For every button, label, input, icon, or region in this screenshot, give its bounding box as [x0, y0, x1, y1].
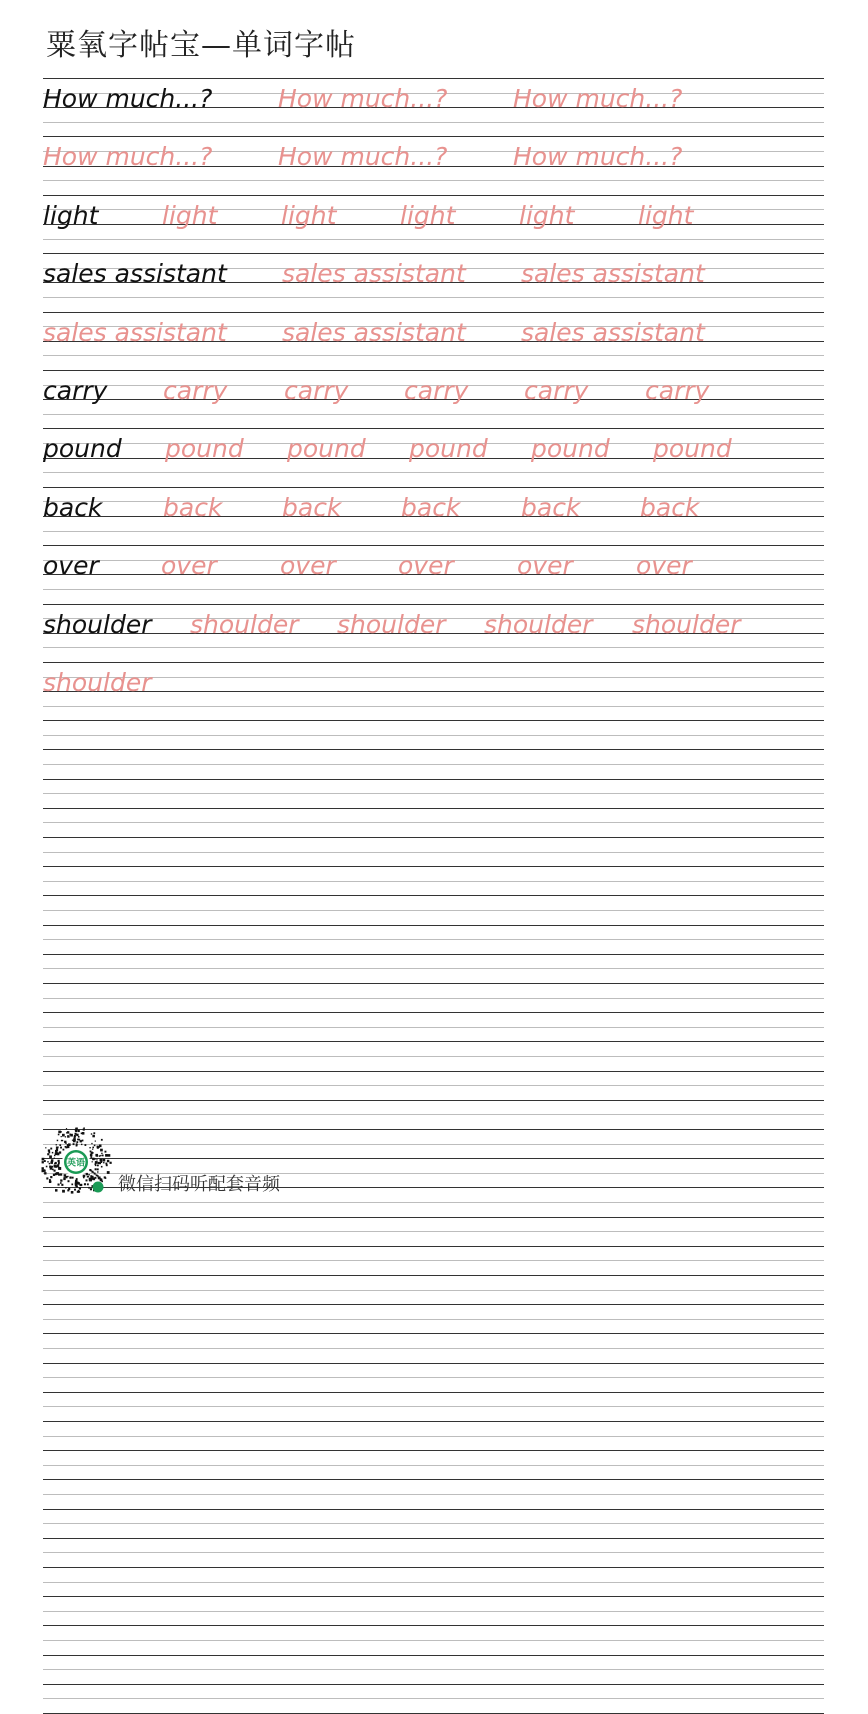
writing-row: [43, 954, 824, 1012]
writing-row: [43, 428, 824, 486]
ruled-line: [43, 793, 824, 794]
ruled-line: [43, 1392, 824, 1393]
ruled-line: [43, 735, 824, 736]
ruled-line: [43, 968, 824, 969]
ruled-line: [43, 1085, 824, 1086]
ruled-line: [43, 1260, 824, 1261]
trace-word: over: [398, 551, 454, 581]
ruled-line: [43, 428, 824, 429]
ruled-line: [43, 1494, 824, 1495]
ruled-line: [43, 545, 824, 546]
writing-row: [43, 1655, 824, 1713]
footer: [40, 1124, 340, 1204]
ruled-line: [43, 706, 824, 707]
writing-row: [43, 604, 824, 662]
trace-word: How much...?: [278, 142, 448, 172]
ruled-line: [43, 939, 824, 940]
trace-word: carry: [524, 375, 589, 405]
writing-row: [43, 136, 824, 194]
trace-word: sales assistant: [521, 259, 705, 289]
trace-word: back: [521, 492, 581, 522]
writing-row: [43, 720, 824, 778]
writing-row: [43, 1304, 824, 1362]
writing-row: [43, 1071, 824, 1129]
ruled-line: [43, 1538, 824, 1539]
ruled-line: [43, 983, 824, 984]
ruled-line: [43, 998, 824, 999]
trace-word: sales assistant: [43, 317, 227, 347]
writing-row: [43, 1246, 824, 1304]
trace-word: pound: [165, 434, 244, 464]
ruled-line: [43, 1012, 824, 1013]
model-word: carry: [43, 375, 108, 405]
writing-row: [43, 253, 824, 311]
ruled-line: [43, 414, 824, 415]
ruled-line: [43, 1698, 824, 1699]
writing-row: [43, 895, 824, 953]
ruled-line: [43, 1246, 824, 1247]
ruled-line: [43, 881, 824, 882]
scan-instruction: 微信扫码听配套音频: [118, 1174, 280, 1195]
ruled-line: [43, 1450, 824, 1451]
trace-word: sales assistant: [521, 317, 705, 347]
trace-word: carry: [404, 375, 469, 405]
qr-code-icon[interactable]: [40, 1126, 112, 1198]
ruled-line: [43, 852, 824, 853]
ruled-line: [43, 677, 824, 678]
trace-word: shoulder: [337, 609, 446, 639]
ruled-line: [43, 1319, 824, 1320]
ruled-line: [43, 589, 824, 590]
ruled-line: [43, 895, 824, 896]
trace-word: light: [162, 200, 218, 230]
trace-word: carry: [284, 375, 349, 405]
ruled-line: [43, 1509, 824, 1510]
ruled-line: [43, 1611, 824, 1612]
ruled-line: [43, 1567, 824, 1568]
ruled-line: [43, 822, 824, 823]
trace-word: How much...?: [43, 142, 213, 172]
ruled-line: [43, 1231, 824, 1232]
model-word: pound: [43, 434, 122, 464]
qr-badge-text: 英语: [66, 1158, 86, 1169]
ruled-line: [43, 78, 824, 79]
writing-row: [43, 545, 824, 603]
trace-word: sales assistant: [282, 259, 466, 289]
ruled-line: [43, 1582, 824, 1583]
model-word: shoulder: [43, 609, 152, 639]
page-title: 粟氧字帖宝—单词字帖: [46, 28, 356, 63]
trace-word: over: [636, 551, 692, 581]
trace-word: carry: [645, 375, 710, 405]
ruled-line: [43, 312, 824, 313]
ruled-line: [43, 1071, 824, 1072]
trace-word: light: [519, 200, 575, 230]
trace-word: over: [280, 551, 336, 581]
ruled-line: [43, 1290, 824, 1291]
trace-word: back: [640, 492, 700, 522]
trace-word: light: [281, 200, 337, 230]
ruled-line: [43, 604, 824, 605]
ruled-line: [43, 1421, 824, 1422]
trace-word: shoulder: [190, 609, 299, 639]
ruled-line: [43, 1436, 824, 1437]
writing-row: [43, 1596, 824, 1654]
ruled-line: [43, 195, 824, 196]
ruled-line: [43, 1041, 824, 1042]
ruled-line: [43, 1669, 824, 1670]
writing-row: [43, 779, 824, 837]
trace-word: back: [401, 492, 461, 522]
ruled-line: [43, 180, 824, 181]
ruled-line: [43, 1655, 824, 1656]
trace-word: light: [400, 200, 456, 230]
trace-word: over: [161, 551, 217, 581]
ruled-line: [43, 1523, 824, 1524]
ruled-line: [43, 1275, 824, 1276]
ruled-line: [43, 253, 824, 254]
writing-row: [43, 1538, 824, 1596]
trace-word: How much...?: [278, 84, 448, 113]
trace-word: sales assistant: [282, 317, 466, 347]
ruled-line: [43, 1552, 824, 1553]
ruled-line: [43, 647, 824, 648]
ruled-line: [43, 1114, 824, 1115]
trace-word: How much...?: [513, 142, 683, 172]
ruled-line: [43, 1100, 824, 1101]
ruled-line: [43, 487, 824, 488]
ruled-line: [43, 531, 824, 532]
ruled-line: [43, 355, 824, 356]
ruled-line: [43, 837, 824, 838]
trace-word: over: [517, 551, 573, 581]
ruled-line: [43, 1465, 824, 1466]
ruled-line: [43, 122, 824, 123]
trace-word: shoulder: [632, 609, 741, 639]
ruled-line: [43, 1333, 824, 1334]
model-word: sales assistant: [43, 259, 227, 289]
trace-word: back: [163, 492, 223, 522]
ruled-line: [43, 1596, 824, 1597]
ruled-line: [43, 1479, 824, 1480]
writing-row: [43, 1479, 824, 1537]
model-word: over: [43, 551, 99, 581]
ruled-line: [43, 1625, 824, 1626]
model-word: light: [43, 200, 99, 230]
ruled-line: [43, 297, 824, 298]
writing-row: [43, 1363, 824, 1421]
ruled-line: [43, 472, 824, 473]
ruled-line: [43, 1377, 824, 1378]
trace-word: light: [638, 200, 694, 230]
writing-row: [43, 370, 824, 428]
ruled-line: [43, 1348, 824, 1349]
ruled-line: [43, 136, 824, 137]
model-word: How much...?: [43, 84, 213, 113]
ruled-line: [43, 1217, 824, 1218]
ruled-line: [43, 720, 824, 721]
model-word: back: [43, 492, 103, 522]
ruled-line: [43, 1056, 824, 1057]
trace-word: shoulder: [43, 667, 152, 697]
trace-word: How much...?: [513, 84, 683, 113]
ruled-line: [43, 691, 824, 692]
writing-row: [43, 1421, 824, 1479]
trace-word: pound: [287, 434, 366, 464]
ruled-line: [43, 370, 824, 371]
ruled-line: [43, 662, 824, 663]
trace-word: pound: [653, 434, 732, 464]
trace-word: shoulder: [484, 609, 593, 639]
trace-word: carry: [163, 375, 228, 405]
ruled-line: [43, 779, 824, 780]
ruled-line: [43, 925, 824, 926]
writing-row: [43, 662, 824, 720]
ruled-line: [43, 1684, 824, 1685]
writing-row: [43, 1012, 824, 1070]
ruled-line: [43, 1027, 824, 1028]
writing-row: [43, 195, 824, 253]
ruled-line: [43, 808, 824, 809]
writing-row: [43, 312, 824, 370]
handwriting-sheet: [43, 78, 824, 1713]
trace-word: pound: [531, 434, 610, 464]
ruled-line: [43, 1304, 824, 1305]
ruled-line: [43, 1363, 824, 1364]
ruled-line: [43, 764, 824, 765]
ruled-line: [43, 239, 824, 240]
trace-word: pound: [409, 434, 488, 464]
ruled-line: [43, 910, 824, 911]
writing-row: [43, 78, 824, 136]
ruled-line: [43, 866, 824, 867]
ruled-line: [43, 954, 824, 955]
writing-row: [43, 487, 824, 545]
writing-row: [43, 837, 824, 895]
trace-word: back: [282, 492, 342, 522]
ruled-line: [43, 1406, 824, 1407]
ruled-line: [43, 749, 824, 750]
ruled-line: [43, 1640, 824, 1641]
qr-corner-logo: [93, 1182, 104, 1193]
